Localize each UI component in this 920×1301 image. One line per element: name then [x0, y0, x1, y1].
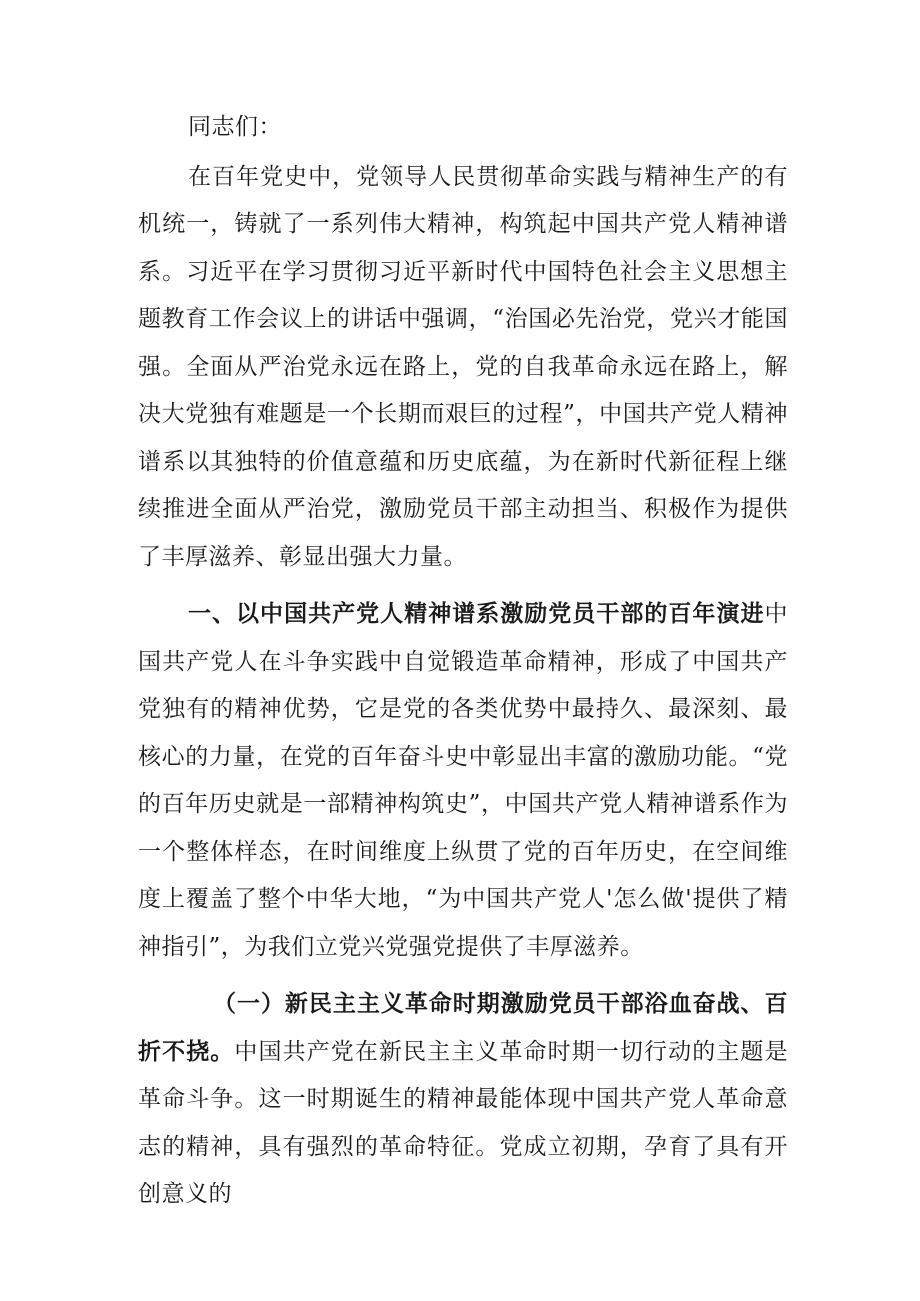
salutation [138, 104, 788, 152]
section-1-paragraph [138, 591, 788, 971]
paragraph-intro-text: 在百年党史中，党领导人民贯彻革命实践与精神生产的有机统一，铸就了一系列伟大精神，构筑起中国共产党人精神谱系。习近平在学习贯彻习近平新时代中国特色社会主义思想主题教育工作会议上的讲话中强调，“治国必先治党，党兴才能国强。全面从严治党永远在路上，党的自我革命永远在路上，解决大党独有难题是一个长期而艰巨的过程”，中国共产党人精神谱系以其独特的价值意蕴和历史底蕴，为在新时代新征程上继续推进全面从严治党，激励党员干部主动担当、积极作为提供了丰厚滋养、彰显出强大力量。 [138, 163, 788, 570]
subsection-1-paragraph [138, 981, 788, 1219]
salutation-text: 同志们： [188, 114, 282, 140]
section-1-heading: 一、以中国共产党人精神谱系激励党员干部的百年演进 [188, 601, 765, 627]
subsection-1-heading: （一）新民主主义革命时期激励党员干部浴血奋战、百折不挠。 [138, 991, 788, 1065]
paragraph-intro [138, 154, 788, 582]
section-1-body: 中国共产党人在斗争实践中自觉锻造革命精神，形成了中国共产党独有的精神优势，它是党的各类优势中最持久、最深刻、最核心的力量，在党的百年奋斗史中彰显出丰富的激励功能。“党的百年历史就是一部精神构筑史”，中国共产党人精神谱系作为一个整体样态，在时间维度上纵贯了党的百年历史，在空间维度上覆盖了整个中华大地，“为中国共产党人'怎么做'提供了精神指引”，为我们立党兴党强党提供了丰厚滋养。 [138, 601, 788, 960]
document-body [138, 104, 788, 1219]
subsection-1-body: 中国共产党在新民主主义革命时期一切行动的主题是革命斗争。这一时期诞生的精神最能体现中国共产党人革命意志的精神，具有强烈的革命特征。党成立初期，孕育了具有开创意义的 [138, 1038, 789, 1207]
